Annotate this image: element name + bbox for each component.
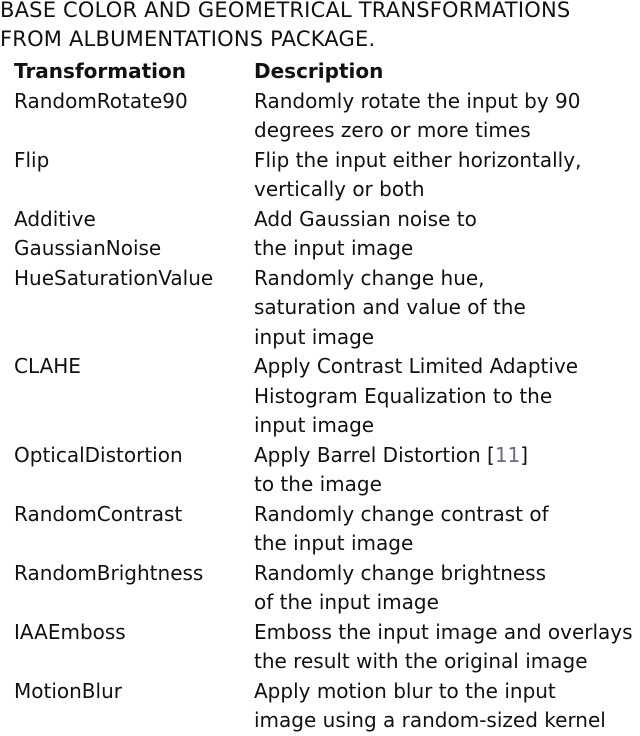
description-line: saturation and value of the	[254, 295, 526, 319]
caption-line-1: BASE COLOR AND GEOMETRICAL TRANSFORMATIONS	[0, 0, 571, 22]
description-line	[254, 441, 640, 471]
description-line: of the input image	[254, 590, 439, 614]
table-row	[14, 146, 640, 205]
description	[254, 264, 640, 353]
transformation-name: CLAHE	[14, 354, 81, 378]
table-header-row	[14, 57, 640, 87]
description-line: to the image	[254, 472, 382, 496]
description-line: Randomly change contrast of	[254, 501, 549, 526]
table-caption	[0, 0, 570, 54]
description-line: Randomly change hue,	[254, 265, 485, 290]
description-line: image using a random-sized kernel	[254, 708, 606, 732]
transformation-name: Flip	[14, 147, 50, 172]
table-row	[14, 87, 640, 146]
description	[254, 352, 640, 441]
description-line: Apply Contrast Limited Adaptive	[254, 354, 579, 378]
transformation-name: MotionBlur	[14, 678, 122, 703]
header-transformation: Transformation	[14, 59, 186, 83]
table-row	[14, 677, 640, 736]
description-line: Histogram Equalization to the	[254, 383, 553, 408]
table-row	[14, 618, 640, 677]
transformation-name: IAAEmboss	[14, 619, 126, 644]
transformation-name: RandomContrast	[14, 501, 183, 526]
transformation-name	[14, 205, 254, 264]
description-text: Apply Barrel Distortion [	[254, 442, 495, 467]
description-line: Add Gaussian noise to	[254, 206, 477, 231]
transformation-name: OpticalDistortion	[14, 442, 183, 467]
table-row	[14, 264, 640, 353]
header-description: Description	[254, 59, 384, 83]
table-row	[14, 441, 640, 500]
description-line: input image	[254, 324, 375, 349]
description-line: Randomly change brightness	[254, 560, 547, 585]
transformation-name: RandomBrightness	[14, 560, 204, 585]
description	[254, 441, 640, 500]
caption-line-2: FROM ALBUMENTATIONS PACKAGE.	[0, 27, 376, 51]
transformation-name: HueSaturationValue	[14, 265, 214, 290]
description-line: the result with the original image	[254, 649, 588, 673]
table-row	[14, 500, 640, 559]
description-line: vertically or both	[254, 177, 425, 201]
description-line: input image	[254, 413, 375, 437]
table-row	[14, 352, 640, 441]
description-line: the input image	[254, 236, 414, 260]
name-line: GaussianNoise	[14, 236, 162, 260]
description-line: Randomly rotate the input by 90	[254, 88, 581, 113]
description	[254, 559, 640, 618]
transformation-name: RandomRotate90	[14, 88, 188, 113]
table-row	[14, 559, 640, 618]
description-line: Apply motion blur to the input	[254, 678, 556, 703]
citation-bracket: ]	[520, 442, 529, 467]
description	[254, 500, 640, 559]
description	[254, 146, 640, 205]
description-line: Emboss the input image and overlays	[254, 619, 633, 644]
description-line: the input image	[254, 531, 414, 555]
table-row	[14, 205, 640, 264]
description	[254, 618, 640, 677]
transformations-table	[14, 57, 640, 736]
description	[254, 87, 640, 146]
description	[254, 677, 640, 736]
description	[254, 205, 640, 264]
description-line: Flip the input either horizontally,	[254, 147, 582, 172]
description-line: degrees zero or more times	[254, 118, 531, 142]
name-line: Additive	[14, 206, 96, 231]
citation-link[interactable]: 11	[494, 442, 521, 467]
